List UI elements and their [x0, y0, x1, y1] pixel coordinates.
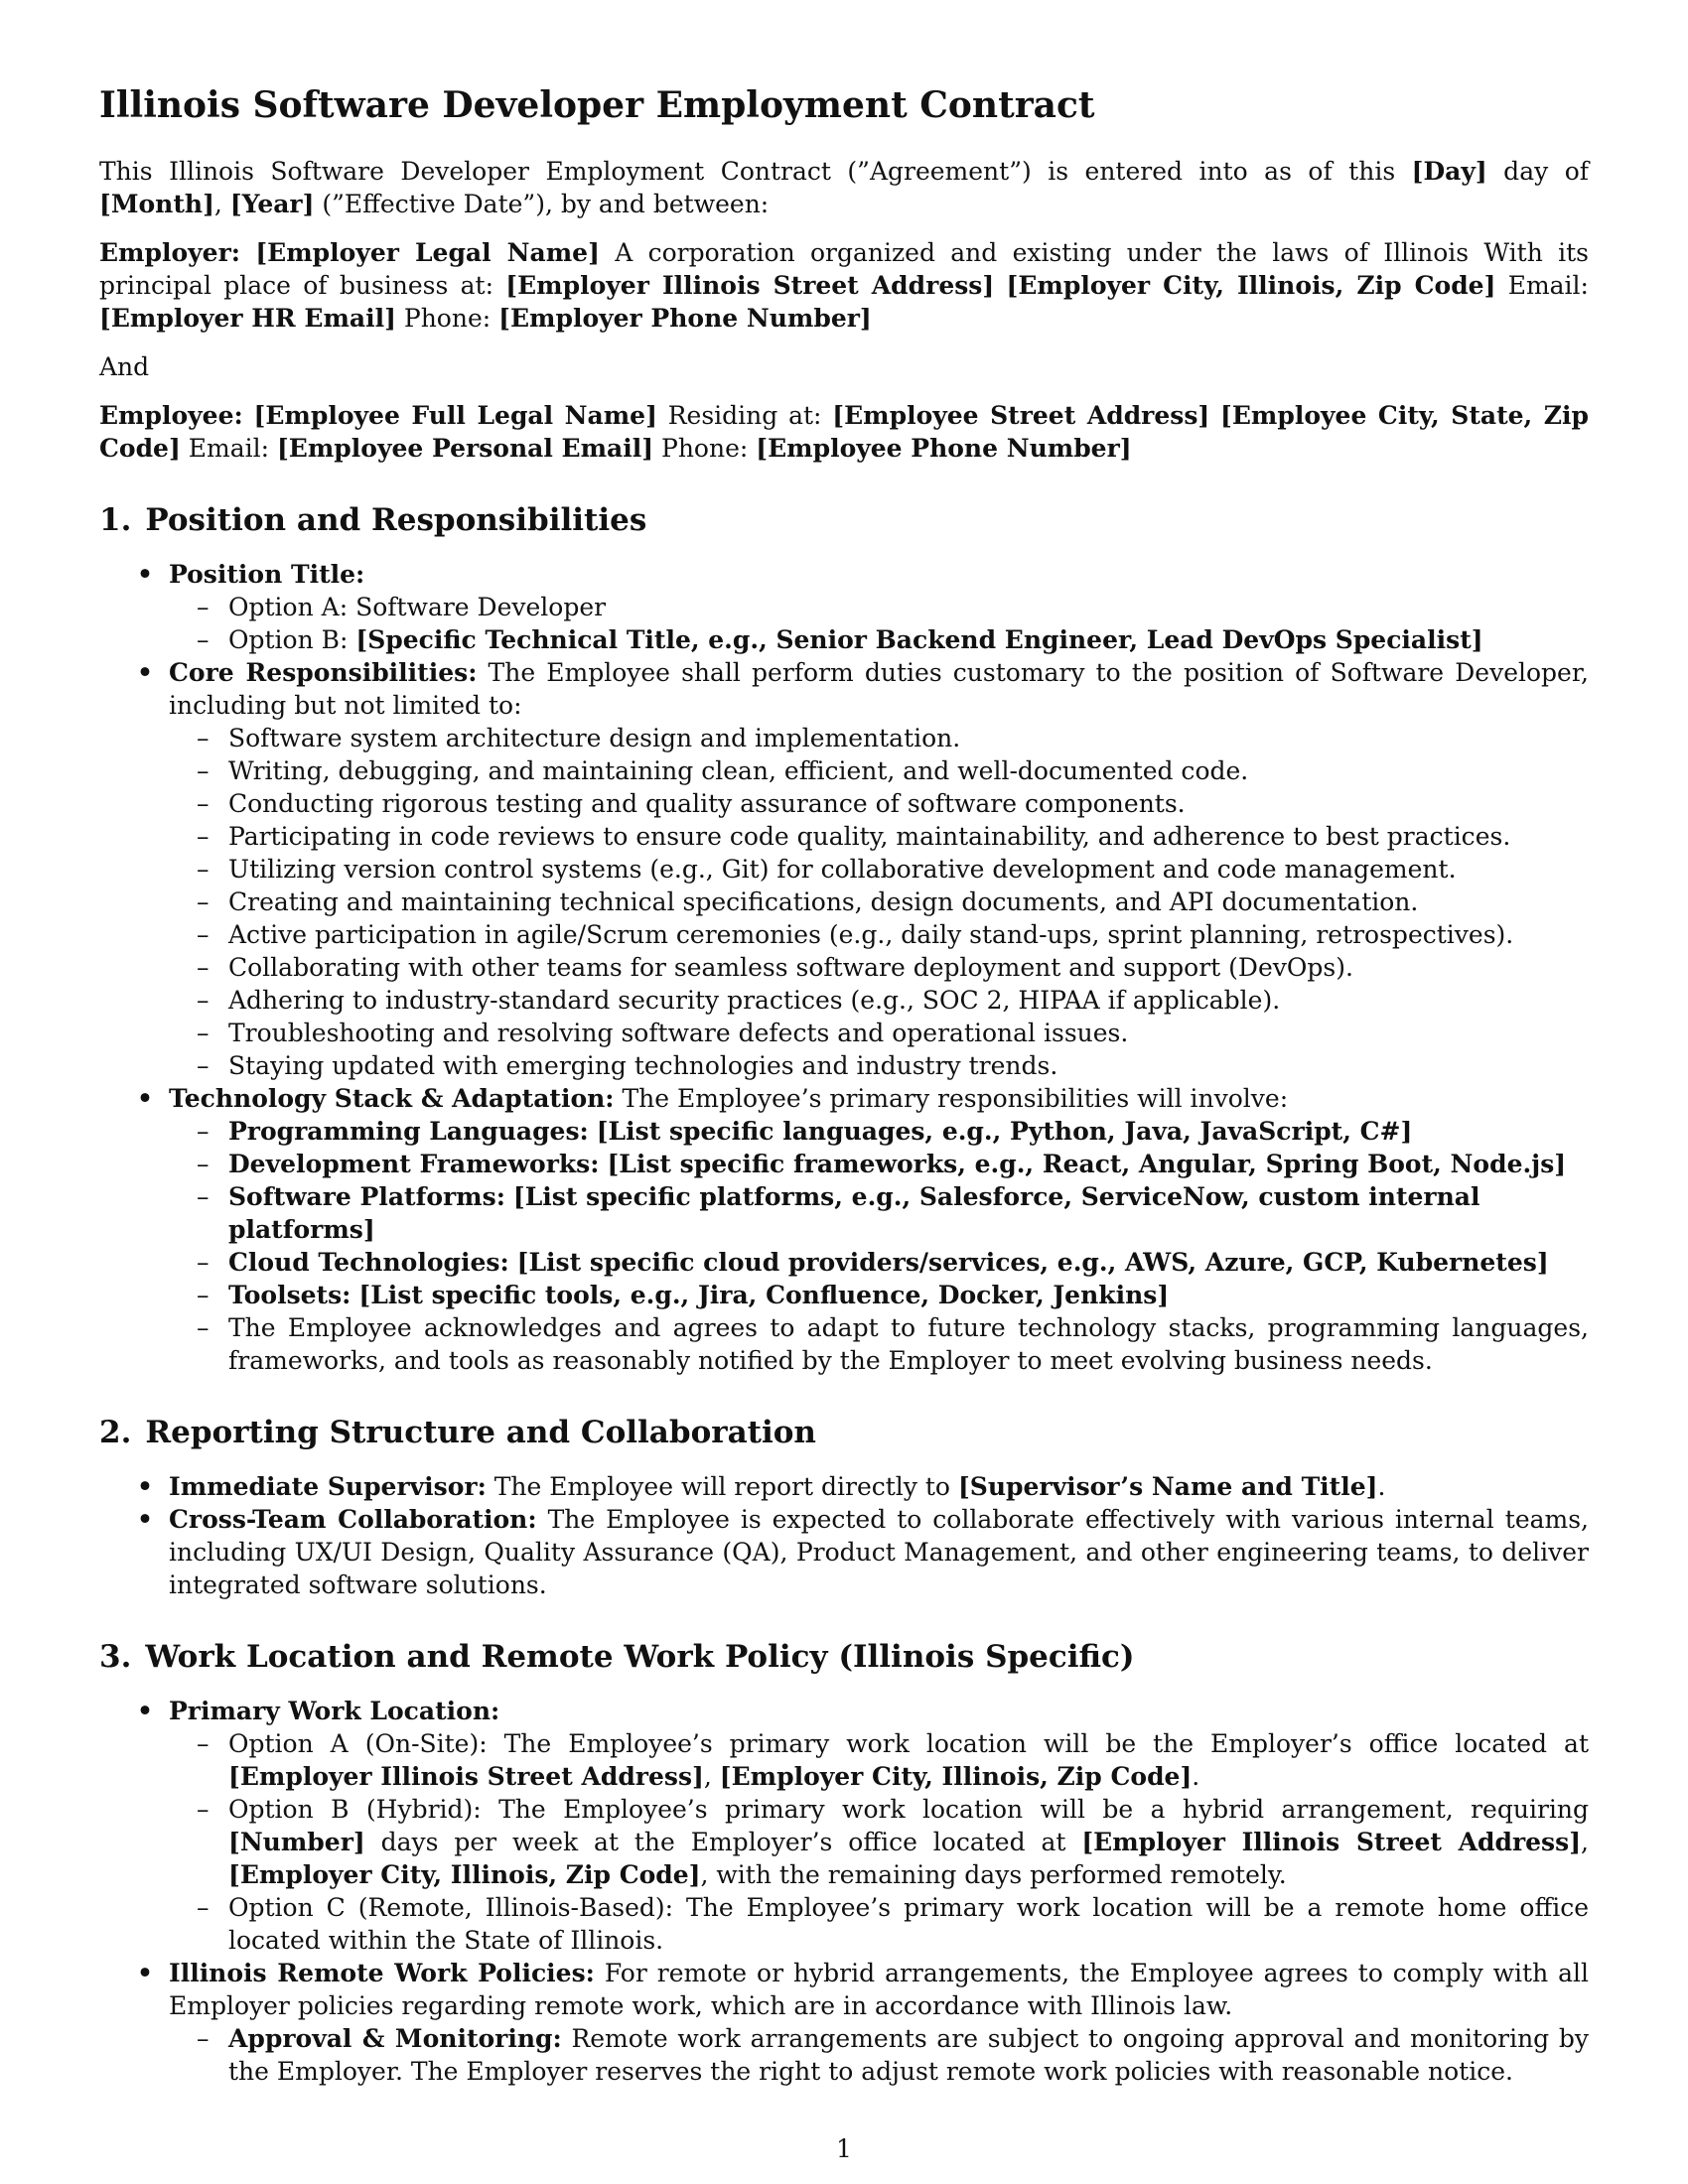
- option-a-text: Option A (On-Site): The Employee’s primary work location will be the Employer’s office located at: [228, 1729, 1589, 1758]
- list-item: – Creating and maintaining technical specifications, design documents, and API documentation.: [169, 886, 1589, 918]
- employer-email: [Employer HR Email]: [99, 304, 396, 333]
- approval-text: Remote work arrangements are subject to ongoing approval and monitoring by the Employer. The Employer reserves the right to adjust remote work policies with reasonable notice.: [228, 2024, 1590, 2086]
- section-1-title: Position and Responsibilities: [145, 502, 647, 538]
- section-3-heading: [99, 1637, 1589, 1677]
- list-item: – Staying updated with emerging technologies and industry trends.: [169, 1049, 1589, 1082]
- list-item: [169, 623, 1589, 656]
- employee-email-label: Email:: [180, 434, 277, 463]
- list-item: [99, 1082, 1589, 1377]
- list-item: [169, 1180, 1589, 1246]
- employer-paragraph: [99, 236, 1589, 335]
- employer-street: [Employer Illinois Street Address]: [505, 271, 995, 300]
- list-item: [99, 656, 1589, 1082]
- list-item: [99, 1957, 1589, 2088]
- tech-item-value: [List specific platforms, e.g., Salesforce, ServiceNow, custom internal platforms]: [228, 1182, 1480, 1244]
- core-responsibilities-text: The Employee shall perform duties customary to the position of Software Developer, including but not limited to:: [169, 658, 1589, 720]
- option-b-text-2: days per week at the Employer’s office located at: [364, 1828, 1082, 1856]
- list-item: [169, 1148, 1589, 1180]
- core-responsibilities-label: Core Responsibilities:: [169, 658, 478, 687]
- option-a-sep: ,: [703, 1762, 720, 1791]
- tech-stack-label: Technology Stack & Adaptation:: [169, 1084, 615, 1113]
- section-1-list: [99, 558, 1589, 1377]
- option-b-text: Option B (Hybrid): The Employee’s primary work location will be a hybrid arrangement, requiring: [228, 1795, 1589, 1824]
- option-b-prefix: Option B:: [228, 625, 356, 654]
- option-b-sep: ,: [1581, 1828, 1589, 1856]
- intro-text-2: day of: [1486, 157, 1590, 186]
- employer-city: [Employer City, Illinois, Zip Code]: [1006, 271, 1496, 300]
- section-3-title: Work Location and Remote Work Policy (Illinois Specific): [145, 1639, 1135, 1675]
- intro-paragraph: [99, 155, 1589, 220]
- employee-city: [Employee City, State, Zip Code]: [99, 401, 1590, 463]
- supervisor-end: .: [1377, 1472, 1386, 1501]
- tech-item-label: Cloud Technologies:: [228, 1248, 509, 1277]
- section-2-heading: [99, 1413, 1589, 1452]
- day-placeholder: [Day]: [1411, 157, 1487, 186]
- tech-item-value: [List specific languages, e.g., Python, Java, JavaScript, C#]: [596, 1117, 1413, 1146]
- employee-email: [Employee Personal Email]: [276, 434, 654, 463]
- tech-item-label: Software Platforms:: [228, 1182, 505, 1211]
- supervisor-label: Immediate Supervisor:: [169, 1472, 487, 1501]
- supervisor-text: The Employee will report directly to: [486, 1472, 958, 1501]
- employee-street: [Employee Street Address]: [832, 401, 1210, 430]
- page-number: 1: [836, 2134, 852, 2163]
- employer-label: Employer:: [99, 238, 240, 267]
- position-options: [169, 591, 1589, 656]
- list-item: – The Employee acknowledges and agrees to adapt to future technology stacks, programming languages, frameworks, and tools as reasonably notified by the Employer to meet evolving business needs.: [169, 1311, 1589, 1377]
- list-item: [169, 1115, 1589, 1148]
- list-item: – Conducting rigorous testing and quality assurance of software components.: [169, 787, 1589, 820]
- tech-item-value: [List specific frameworks, e.g., React, Angular, Spring Boot, Node.js]: [607, 1150, 1567, 1178]
- employer-text: A corporation organized and existing under the laws of Illinois With its principal place of business at:: [99, 238, 1589, 300]
- tech-item-label: Toolsets:: [228, 1281, 352, 1309]
- section-1-number: 1.: [99, 502, 132, 538]
- employer-phone-label: Phone:: [395, 304, 499, 333]
- tech-stack-list: [169, 1115, 1589, 1377]
- tech-item-label: Programming Languages:: [228, 1117, 589, 1146]
- section-2-title: Reporting Structure and Collaboration: [145, 1415, 816, 1450]
- list-item: – Adhering to industry-standard security practices (e.g., SOC 2, HIPAA if applicable).: [169, 984, 1589, 1017]
- list-item: – Software system architecture design and implementation.: [169, 722, 1589, 754]
- list-item: [169, 2022, 1589, 2088]
- employee-label: Employee:: [99, 401, 243, 430]
- list-item: [99, 558, 1589, 656]
- section-3-number: 3.: [99, 1639, 132, 1675]
- intro-text-3: ,: [213, 190, 230, 218]
- employer-email-label: Email:: [1495, 271, 1589, 300]
- intro-text-1: This Illinois Software Developer Employment Contract (”Agreement”) is entered into as of this: [99, 157, 1412, 186]
- option-b-value: [Specific Technical Title, e.g., Senior Backend Engineer, Lead DevOps Specialist]: [355, 625, 1483, 654]
- cross-team-text: The Employee is expected to collaborate effectively with various internal teams, including UX/UI Design, Quality Assurance (QA), Product Management, and other engineering teams, to deliver integrated software solutions.: [169, 1505, 1589, 1599]
- contract-page: [99, 83, 1589, 2088]
- list-item: – Active participation in agile/Scrum ceremonies (e.g., daily stand-ups, sprint planning, retrospectives).: [169, 918, 1589, 951]
- year-placeholder: [Year]: [229, 190, 315, 218]
- supervisor-value: [Supervisor’s Name and Title]: [957, 1472, 1378, 1501]
- cross-team-label: Cross-Team Collaboration:: [169, 1505, 537, 1534]
- employer-name: [Employer Legal Name]: [255, 238, 600, 267]
- option-b-city: [Employer City, Illinois, Zip Code]: [228, 1860, 701, 1889]
- list-item: – Participating in code reviews to ensure code quality, maintainability, and adherence to best practices.: [169, 820, 1589, 853]
- list-item: [99, 1695, 1589, 1957]
- and-text: And: [99, 352, 150, 381]
- list-item: – Troubleshooting and resolving software defects and operational issues.: [169, 1017, 1589, 1049]
- tech-item-value: [List specific cloud providers/services, e.g., AWS, Azure, GCP, Kubernetes]: [516, 1248, 1549, 1277]
- list-item: [169, 1279, 1589, 1311]
- employee-phone-label: Phone:: [653, 434, 757, 463]
- employee-text: Residing at:: [656, 401, 833, 430]
- tech-item-label: Development Frameworks:: [228, 1150, 600, 1178]
- section-3-list: [99, 1695, 1589, 2088]
- list-item: [169, 1246, 1589, 1279]
- list-item: – Option A: Software Developer: [169, 591, 1589, 623]
- section-2-number: 2.: [99, 1415, 132, 1450]
- option-b-end: , with the remaining days performed remotely.: [700, 1860, 1287, 1889]
- tech-item-value: [List specific tools, e.g., Jira, Confluence, Docker, Jenkins]: [358, 1281, 1170, 1309]
- list-item: [99, 1503, 1589, 1601]
- location-options: [169, 1727, 1589, 1957]
- option-a-street: [Employer Illinois Street Address]: [228, 1762, 704, 1791]
- list-item: – Collaborating with other teams for seamless software deployment and support (DevOps).: [169, 951, 1589, 984]
- approval-label: Approval & Monitoring:: [228, 2024, 562, 2053]
- list-item: [169, 1727, 1589, 1793]
- employee-name: [Employee Full Legal Name]: [253, 401, 657, 430]
- option-a-end: .: [1192, 1762, 1200, 1791]
- employee-phone: [Employee Phone Number]: [756, 434, 1132, 463]
- list-item: – Utilizing version control systems (e.g., Git) for collaborative development and code management.: [169, 853, 1589, 886]
- remote-policies-label: Illinois Remote Work Policies:: [169, 1959, 595, 1987]
- remote-policies-text: For remote or hybrid arrangements, the Employee agrees to comply with all Employer policies regarding remote work, which are in accordance with Illinois law.: [169, 1959, 1589, 2020]
- document-title: Illinois Software Developer Employment Contract: [99, 84, 1095, 126]
- list-item: [99, 1470, 1589, 1503]
- section-2-list: [99, 1470, 1589, 1601]
- primary-location-label: Primary Work Location:: [169, 1697, 500, 1725]
- tech-stack-text: The Employee’s primary responsibilities will involve:: [614, 1084, 1289, 1113]
- intro-text-4: (”Effective Date”), by and between:: [314, 190, 770, 218]
- core-responsibilities-list: [169, 722, 1589, 1082]
- option-b-number: [Number]: [228, 1828, 365, 1856]
- position-title-label: Position Title:: [169, 560, 365, 589]
- option-b-street: [Employer Illinois Street Address]: [1081, 1828, 1582, 1856]
- option-a-city: [Employer City, Illinois, Zip Code]: [719, 1762, 1193, 1791]
- list-item: – Option C (Remote, Illinois-Based): The Employee’s primary work location will be a remote home office located within the State of Illinois.: [169, 1891, 1589, 1957]
- employer-phone: [Employer Phone Number]: [498, 304, 872, 333]
- month-placeholder: [Month]: [99, 190, 214, 218]
- employee-paragraph: [99, 399, 1589, 465]
- remote-policies-list: [169, 2022, 1589, 2088]
- list-item: [169, 1793, 1589, 1891]
- list-item: – Writing, debugging, and maintaining clean, efficient, and well-documented code.: [169, 754, 1589, 787]
- section-1-heading: [99, 500, 1589, 540]
